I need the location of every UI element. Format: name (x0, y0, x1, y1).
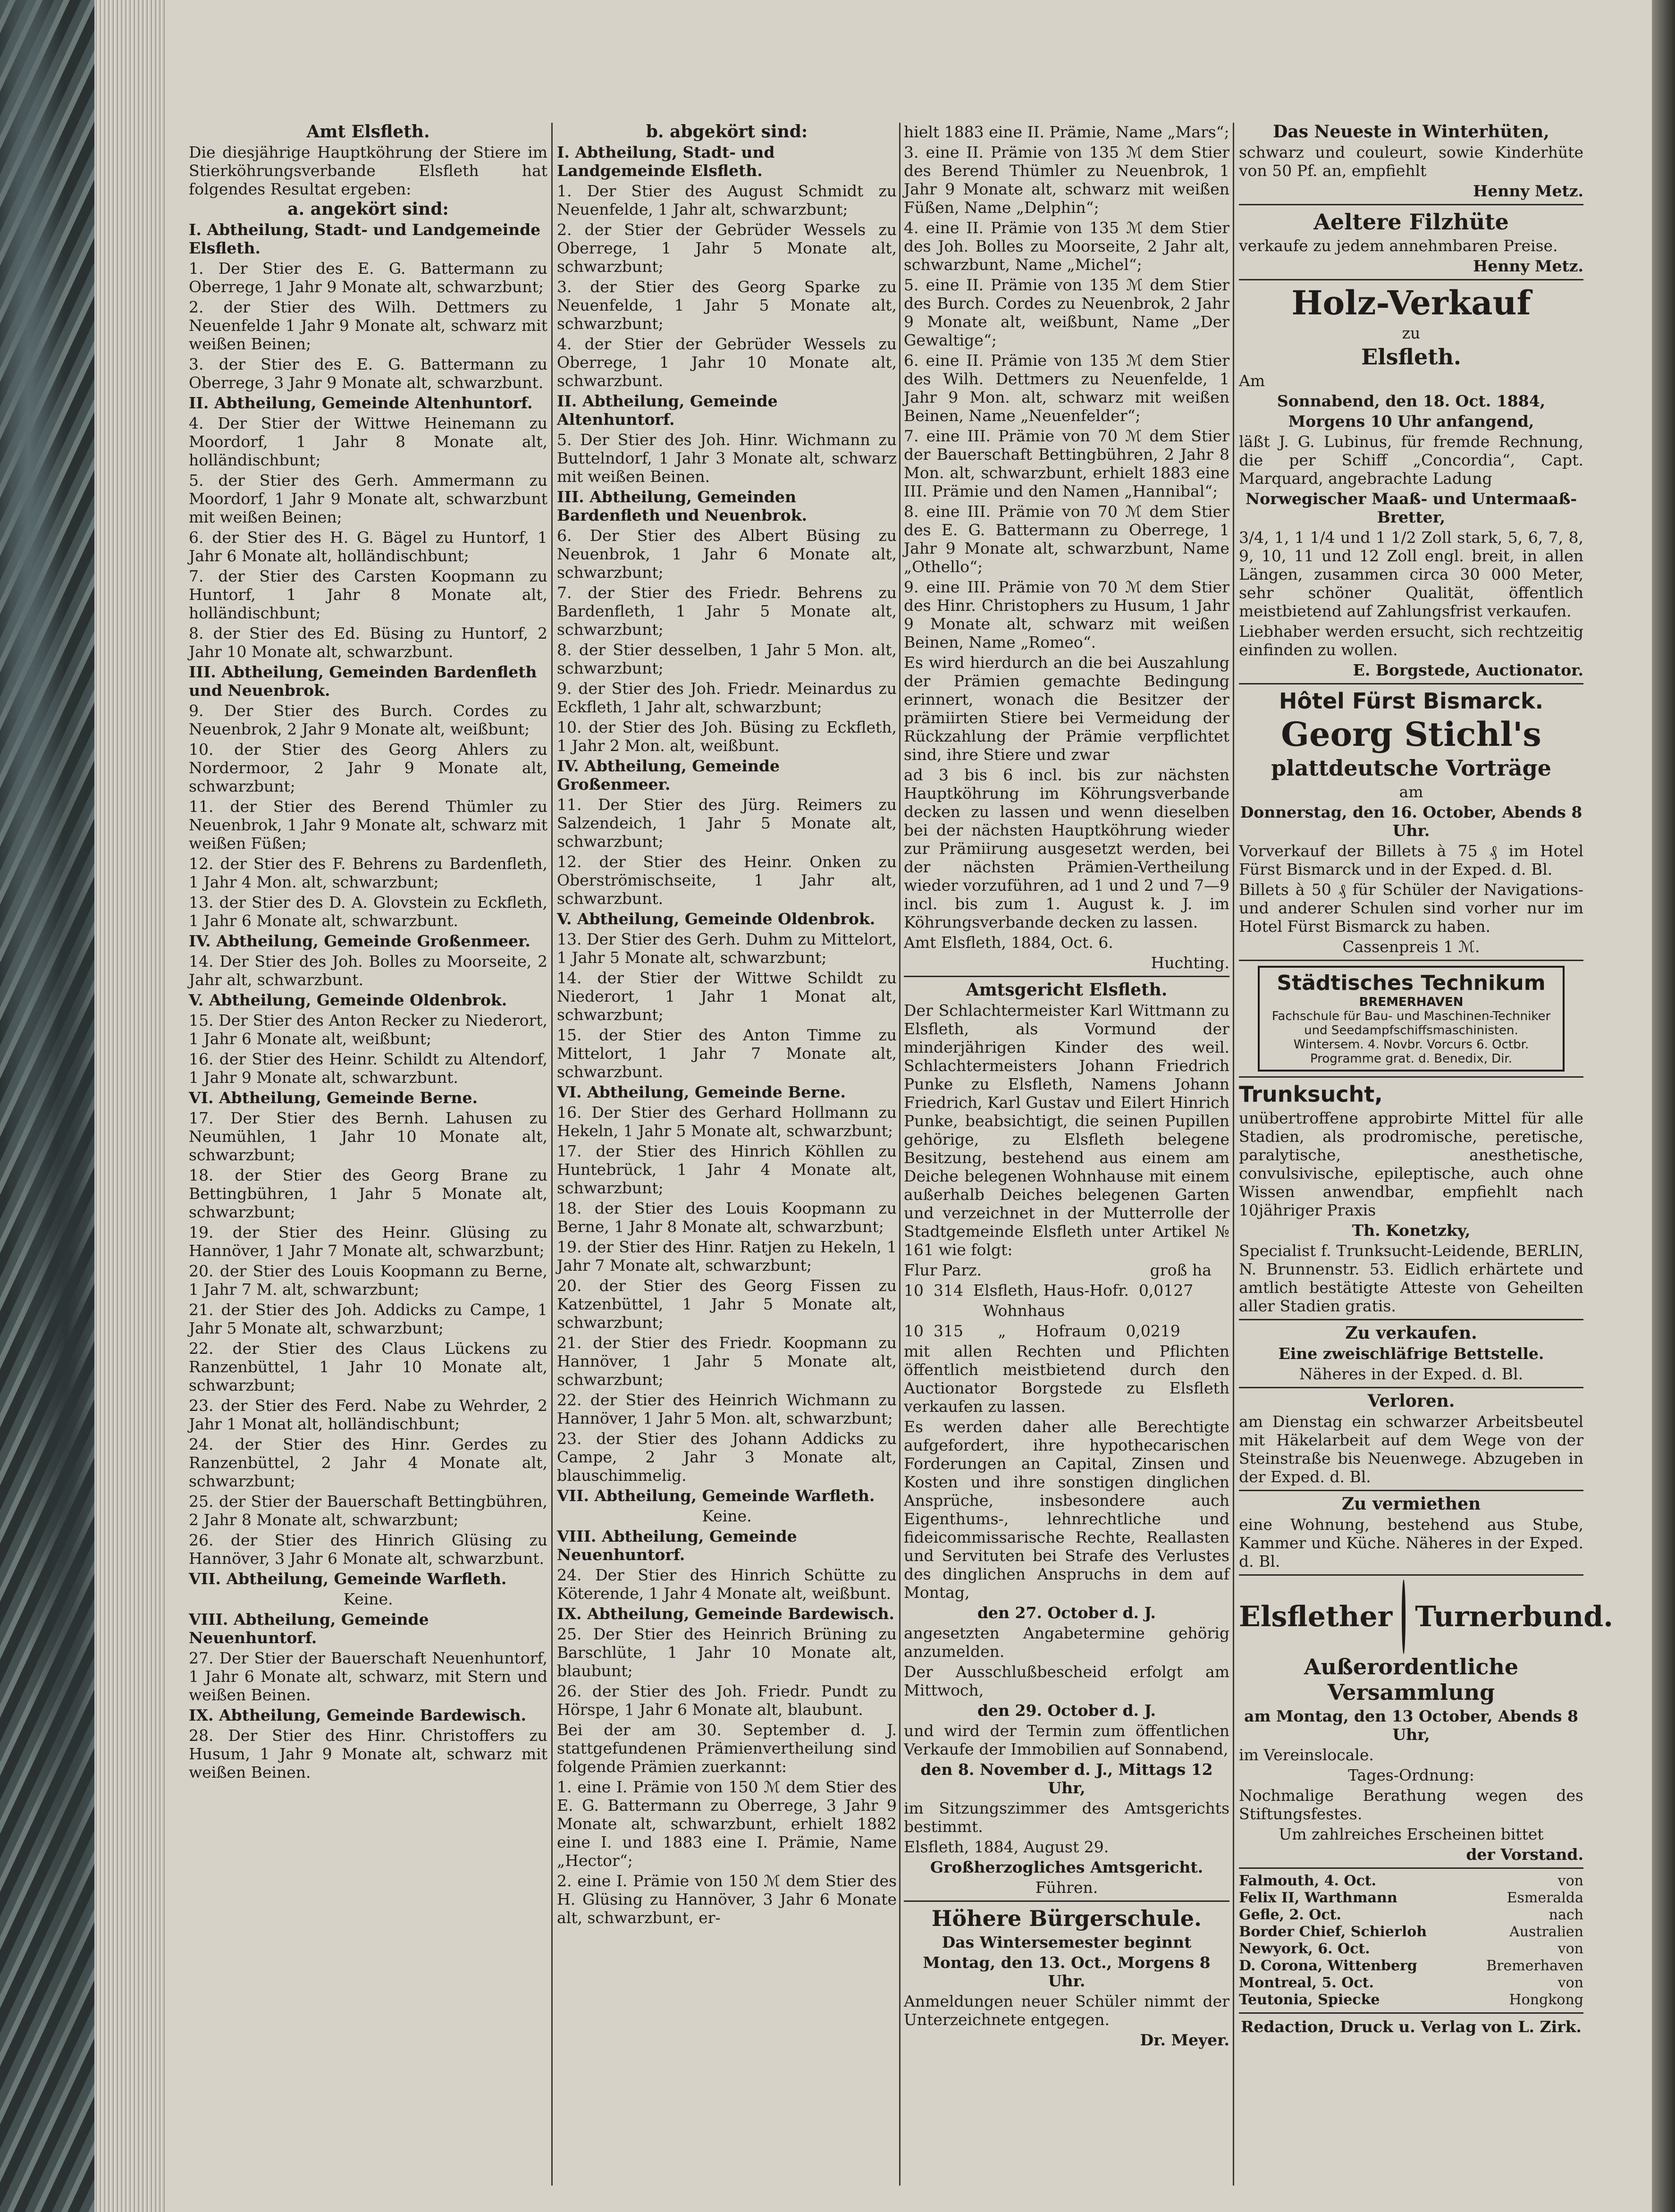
column-2 (557, 123, 897, 2186)
small-text: Am (1239, 371, 1265, 390)
division-heading: VIII. Abtheilung, Gemeinde Neuenhuntorf. (557, 1527, 797, 1564)
ad-title: Aeltere Filzhüte (1313, 209, 1509, 235)
shipping-row (1239, 1873, 1583, 1890)
ad-title: Hôtel Fürst Bismarck. (1279, 688, 1544, 714)
division-heading: IV. Abtheilung, Gemeinde Großenmeer. (557, 757, 780, 794)
list-item: 7. eine III. Prämie von 70 ℳ dem Stier der Bauerschaft Bettingbühren, 2 Jahr 8 Mon. alt, schwarzbunt, erhielt 1883 eine III. Prämie und den Namen „Hannibal“; (904, 427, 1229, 500)
paragraph: und wird der Termin zum öffentlichen Verkaufe der Immobilien auf Sonnabend, (904, 1722, 1229, 1758)
small-text: Tages-Ordnung: (1348, 1766, 1474, 1784)
section-title: Amt Elsfleth. (306, 122, 430, 142)
list-item: 1. Der Stier des August Schmidt zu Neuenfelde, 1 Jahr alt, schwarzbunt; (557, 182, 897, 219)
divider (1239, 1574, 1583, 1576)
date: den 27. October d. J. (977, 1604, 1156, 1622)
imprint: Redaction, Druck u. Verlag von L. Zirk. (1241, 2018, 1582, 2036)
parcel-table (904, 1281, 1229, 1340)
divider (1239, 1490, 1583, 1491)
ship-entry: Felix II, Warthmann (1239, 1890, 1397, 1906)
turnerbund-header (1239, 1579, 1614, 1654)
ship-route: Esmeralda (1507, 1890, 1583, 1906)
paragraph: verkaufe zu jedem annehmbaren Preise. (1239, 236, 1558, 255)
list-item: 14. Der Stier des Joh. Bolles zu Moorseite, 2 Jahr alt, schwarzbunt. (189, 952, 547, 989)
entry-list (189, 414, 547, 661)
signature-name: Huchting. (1151, 954, 1229, 972)
list-item: 16. der Stier des Heinr. Schildt zu Altendorf, 1 Jahr 9 Monate alt, schwarzbunt. (189, 1050, 547, 1087)
technikum-ad (1258, 966, 1565, 1072)
subheading: a. angekört sind: (287, 199, 449, 219)
list-item: 1. eine I. Prämie von 150 ℳ dem Stier des E. G. Battermann zu Oberrege, 3 Jahr 9 Monate alt, schwarzbunt, erhielt 1882 eine I. und 1883 eine I. Prämie, Name „Hector“; (557, 1778, 897, 1870)
ship-route: nach (1549, 1907, 1583, 1923)
list-item: 6. Der Stier des Albert Büsing zu Neuenbrok, 1 Jahr 6 Monate alt, schwarzbunt; (557, 526, 897, 582)
turner-left-label: Elsflether (1239, 1600, 1393, 1633)
paragraph: angesetzten Angabetermine gehörig anzumelden. (904, 1624, 1229, 1661)
entry-list (557, 795, 897, 908)
division-heading: V. Abtheilung, Gemeinde Oldenbrok. (557, 910, 875, 928)
signature-name: Führen. (1035, 1878, 1098, 1897)
column-3 (904, 123, 1229, 2186)
signature-place: Amt Elsfleth, 1884, Oct. 6. (904, 933, 1113, 952)
entry-list (904, 123, 1229, 651)
ad-title: Zu verkaufen. (1345, 1323, 1477, 1343)
paragraph: eine Wohnung, bestehend aus Stube, Kammer und Küche. Näheres in der Exped. d. Bl. (1239, 1515, 1583, 1570)
list-item: 12. der Stier des Heinr. Onken zu Oberströmischseite, 1 Jahr alt, schwarzbunt. (557, 853, 897, 908)
shipping-row (1239, 1975, 1583, 1992)
list-item: 21. der Stier des Friedr. Koopmann zu Hannöver, 1 Jahr 5 Monate alt, schwarzbunt; (557, 1334, 897, 1389)
ad-title: Georg Stichl's (1281, 715, 1541, 754)
paragraph: ad 3 bis 6 incl. bis zur nächsten Hauptköhrung im Köhrungsverbande decken zu lassen und wenn dieselben bei der nächsten Hauptköhrung wieder zur Prämiirung ausgesetzt werden, bei der nächsten Prämien-Vertheilung wieder vorzuführen, ad 1 und 2 und 7—9 incl. bis zum 1. August k. J. im Köhrungsverbande decken zu lassen. (904, 766, 1229, 931)
entry-list (189, 1011, 547, 1087)
list-item: 10 315 „ Hofraum 0,0219 (904, 1322, 1180, 1340)
divider (1239, 2012, 1583, 2014)
turnerbund-emblem-icon (1402, 1579, 1406, 1654)
list-item: 18. der Stier des Georg Brane zu Bettingbühren, 1 Jahr 5 Monate alt, schwarzbunt; (189, 1166, 547, 1221)
list-item: 9. Der Stier des Burch. Cordes zu Neuenbrok, 2 Jahr 9 Monate alt, weißbunt; (189, 701, 547, 738)
entry-list (557, 182, 897, 390)
paragraph: 3/4, 1, 1 1/4 und 1 1/2 Zoll stark, 5, 6, 7, 8, 9, 10, 11 und 12 Zoll engl. breit, in allen Längen, zusammen circa 30 000 Meter, sehr schöner Qualität, öffentlich meistbietend auf Zahlungsfrist verkaufen. (1239, 528, 1583, 620)
list-item: 13. der Stier des D. A. Glovstein zu Eckfleth, 1 Jahr 6 Monate alt, schwarzbunt. (189, 893, 547, 930)
paragraph: Bei der am 30. September d. J. stattgefundenen Prämienvertheilung sind folgende Prämien zuerkannt: (557, 1721, 897, 1776)
entry-list (557, 1778, 897, 1927)
list-item: 25. Der Stier des Heinrich Brüning zu Barschlüte, 1 Jahr 10 Monate alt, blaubunt; (557, 1625, 897, 1680)
division-heading: VI. Abtheilung, Gemeinde Berne. (189, 1089, 478, 1107)
entry-list (189, 1649, 547, 1704)
entry-list (189, 259, 547, 392)
divider (1239, 1867, 1583, 1869)
list-item: 8. eine III. Prämie von 70 ℳ dem Stier des E. G. Battermann zu Oberrege, 1 Jahr 9 Monate alt, schwarzbunt, Name „Othello“; (904, 502, 1229, 576)
list-item: 13. Der Stier des Gerh. Duhm zu Mittelort, 1 Jahr 5 Monate alt, schwarzbunt; (557, 930, 897, 967)
ship-route: Australien (1509, 1924, 1583, 1940)
ship-route: Bremerhaven (1486, 1958, 1583, 1974)
list-item: 6. der Stier des H. G. Bägel zu Huntorf, 1 Jahr 6 Monate alt, holländischbunt; (189, 528, 547, 565)
entry-list (557, 1103, 897, 1485)
divider (1239, 683, 1583, 684)
date: Morgens 10 Uhr anfangend, (1288, 412, 1534, 431)
shipping-row (1239, 1992, 1583, 2009)
paragraph: läßt J. G. Lubinus, für fremde Rechnung, die per Schiff „Concordia“, Capt. Marquard, angebrachte Ladung (1239, 432, 1583, 488)
list-item: 7. der Stier des Carsten Koopmann zu Huntorf, 1 Jahr 8 Monate alt, holländischbunt; (189, 567, 547, 622)
list-item: 19. der Stier des Hinr. Ratjen zu Hekeln, 1 Jahr 7 Monate alt, schwarzbunt; (557, 1238, 897, 1275)
ship-entry: Teutonia, Spiecke (1239, 1992, 1380, 2008)
paragraph: Liebhaber werden ersucht, sich rechtzeitig einfinden zu wollen. (1239, 622, 1583, 659)
date: den 8. November d. J., Mittags 12 Uhr, (920, 1760, 1213, 1797)
column-rule (1233, 123, 1234, 2186)
paragraph: unübertroffene approbirte Mittel für alle Stadien, als prodromische, peretische, paralytische, anesthetische, convulsivische, epileptische, auch ohne Wissen anwendbar, empfiehlt nach 10jähriger Praxis (1239, 1109, 1583, 1219)
ship-entry: Gefle, 2. Oct. (1239, 1907, 1341, 1923)
date: den 29. October d. J. (977, 1701, 1156, 1720)
entry-list (189, 1726, 547, 1781)
city: BREMERHAVEN (1359, 995, 1464, 1009)
paragraph: Der Schlachtermeister Karl Wittmann zu Elsfleth, als Vormund der minderjährigen Kinder des weil. Schlachtermeisters Johann Friedrich Punke zu Elsfleth, Namens Johann Friedrich, Karl Gustav und Eilert Hinrich Punke, beabsichtigt, die seinen Pupillen gehörige, zu Elsfleth belegene Besitzung, bestehend aus einem am Deiche belegenen Wohnhause mit einem außerhalb Deiches belegenen Garten und verzeichnet in der Mutterrolle der Stadtgemeinde Elsfleth unter Artikel № 161 wie folgt: (904, 1001, 1229, 1259)
ship-entry: D. Corona, Wittenberg (1239, 1958, 1417, 1974)
list-item: 9. eine III. Prämie von 70 ℳ dem Stier des Hinr. Christophers zu Husum, 1 Jahr 9 Monate alt, schwarz mit weißen Beinen, Name „Romeo“. (904, 578, 1229, 651)
entry-list (557, 1507, 897, 1525)
list-item: 22. der Stier des Heinrich Wichmann zu Hannöver, 1 Jahr 5 Mon. alt, schwarzbunt; (557, 1391, 897, 1427)
ad-title: Das Neueste in Winterhüten, (1273, 122, 1549, 142)
list-item: 18. der Stier des Louis Koopmann zu Berne, 1 Jahr 8 Monate alt, schwarzbunt; (557, 1199, 897, 1236)
signature-name: Dr. Meyer. (1140, 2031, 1229, 2049)
ad-title: Städtisches Technikum (1277, 971, 1546, 995)
list-item: Keine. (702, 1507, 752, 1525)
authority: Großherzogliches Amtsgericht. (930, 1858, 1204, 1876)
list-item: 10 314 Elsfleth, Haus-Hofr. 0,0127 (904, 1281, 1194, 1300)
list-item: 11. Der Stier des Jürg. Reimers zu Salzendeich, 1 Jahr 5 Monate alt, schwarzbunt; (557, 795, 897, 851)
list-item: 3. der Stier des Georg Sparke zu Neuenfelde, 1 Jahr 5 Monate alt, schwarzbunt; (557, 278, 897, 333)
list-item: 4. der Stier der Gebrüder Wessels zu Oberrege, 1 Jahr 10 Monate alt, schwarzbunt. (557, 335, 897, 390)
column-rule (551, 123, 553, 2186)
list-item: 8. der Stier desselben, 1 Jahr 5 Mon. alt, schwarzbunt; (557, 641, 897, 677)
divider (904, 1900, 1229, 1902)
paragraph: Es wird hierdurch an die bei Auszahlung der Prämien gemachte Bedingung erinnert, wonach die Besitzer der prämiirten Stiere bei Vermeidung der Rückzahlung der Prämie verpflichtet sind, ihre Stiere und zwar (904, 653, 1229, 764)
list-item: 19. der Stier des Heinr. Glüsing zu Hannöver, 1 Jahr 7 Monate alt, schwarzbunt; (189, 1223, 547, 1260)
ad-title: Außerordentliche Versammlung (1304, 1654, 1519, 1705)
small-text: Fachschule für Bau- und Maschinen-Techniker und Seedampfschiffsmaschinisten. (1271, 1009, 1551, 1038)
list-item: 28. Der Stier des Hinr. Christoffers zu Husum, 1 Jahr 9 Monate alt, schwarz mit weißen Beinen. (189, 1726, 547, 1781)
paragraph: Um zahlreiches Erscheinen bittet (1279, 1825, 1544, 1843)
book-page-edges (94, 0, 165, 2212)
turner-right-label: Turnerbund. (1415, 1600, 1614, 1633)
entry-list (557, 1566, 897, 1603)
division-heading: III. Abtheilung, Gemeinden Bardenfleth und Neuenbrok. (189, 663, 537, 700)
paragraph: im Vereinslocale. (1239, 1746, 1374, 1764)
list-item: 9. der Stier des Joh. Friedr. Meinardus zu Eckfleth, 1 Jahr alt, schwarzbunt; (557, 679, 897, 716)
list-item: 3. der Stier des E. G. Battermann zu Oberrege, 3 Jahr 9 Monate alt, schwarzbunt. (189, 355, 547, 392)
list-item: 26. der Stier des Joh. Friedr. Pundt zu Hörspe, 1 Jahr 6 Monate alt, blaubunt. (557, 1682, 897, 1719)
shipping-row (1239, 1907, 1583, 1924)
divider (1239, 279, 1583, 280)
list-item: 14. der Stier der Wittwe Schildt zu Niederort, 1 Jahr 1 Monat alt, schwarzbunt; (557, 969, 897, 1024)
list-item: 23. der Stier des Johann Addicks zu Campe, 2 Jahr 3 Monate alt, blauschimmelig. (557, 1429, 897, 1485)
list-item: 8. der Stier des Ed. Büsing zu Huntorf, 2 Jahr 10 Monate alt, schwarzbunt. (189, 624, 547, 661)
list-item: Wohnhaus (904, 1301, 1065, 1320)
division-heading: IX. Abtheilung, Gemeinde Bardewisch. (189, 1706, 527, 1724)
ship-entry: Montreal, 5. Oct. (1239, 1975, 1374, 1991)
list-item: 10. der Stier des Joh. Büsing zu Eckfleth, 1 Jahr 2 Mon. alt, weißbunt. (557, 718, 897, 755)
divider (1239, 1387, 1583, 1388)
list-item: 15. der Stier des Anton Timme zu Mittelort, 1 Jahr 7 Monate alt, schwarzbunt. (557, 1026, 897, 1081)
list-item: 5. Der Stier des Joh. Hinr. Wichmann zu Buttelndorf, 1 Jahr 3 Monate alt, schwarz mit weißen Beinen. (557, 431, 897, 486)
ad-title: Holz-Verkauf (1291, 283, 1531, 322)
paragraph: Anmeldungen neuer Schüler nimmt der Unterzeichnete entgegen. (904, 1992, 1229, 2029)
small-text: Programme grat. d. Benedix, Dir. (1310, 1052, 1512, 1066)
division-heading: VIII. Abtheilung, Gemeinde Neuenhuntorf. (189, 1610, 429, 1647)
shipping-row (1239, 1924, 1583, 1941)
list-item: 24. der Stier des Hinr. Gerdes zu Ranzenbüttel, 2 Jahr 4 Monate alt, schwarzbunt; (189, 1435, 547, 1490)
book-gutter-right (1652, 0, 1675, 2212)
small-text: Wintersem. 4. Novbr. Vorcurs 6. Octbr. (1293, 1038, 1529, 1052)
section-title: Amtsgericht Elsfleth. (966, 980, 1168, 1000)
divider (1239, 204, 1583, 205)
list-item: 27. Der Stier der Bauerschaft Neuenhuntorf, 1 Jahr 6 Monate alt, schwarz, mit Stern und weißen Beinen. (189, 1649, 547, 1704)
entry-list (557, 1625, 897, 1719)
list-item: 4. eine II. Prämie von 135 ℳ dem Stier des Joh. Bolles zu Moorseite, 2 Jahr alt, schwarzbunt, Name „Michel“; (904, 219, 1229, 274)
ship-route: von (1557, 1941, 1583, 1957)
date: am Montag, den 13 October, Abends 8 Uhr, (1244, 1707, 1578, 1744)
list-item: 17. Der Stier des Bernh. Lahusen zu Neumühlen, 1 Jahr 10 Monate alt, schwarzbunt; (189, 1109, 547, 1164)
entry-list (189, 1109, 547, 1568)
division-heading: VI. Abtheilung, Gemeinde Berne. (557, 1083, 846, 1101)
list-item: hielt 1883 eine II. Prämie, Name „Mars“; (904, 123, 1229, 141)
list-item: 15. Der Stier des Anton Recker zu Niederort, 1 Jahr 6 Monate alt, weißbunt; (189, 1011, 547, 1048)
list-item: 6. eine II. Prämie von 135 ℳ dem Stier des Wilh. Dettmers zu Neuenfelde, 1 Jahr 9 Mon. alt, schwarz mit weißen Beinen, Name „Neuenfelder“; (904, 351, 1229, 425)
list-item: 2. der Stier der Gebrüder Wessels zu Oberrege, 1 Jahr 5 Monate alt, schwarzbunt; (557, 220, 897, 276)
entry-list (189, 952, 547, 989)
division-heading: IX. Abtheilung, Gemeinde Bardewisch. (557, 1604, 895, 1623)
paragraph: Die diesjährige Hauptköhrung der Stiere im Stierköhrungsverbande Elsfleth hat folgendes Resultat ergeben: (189, 143, 547, 198)
paragraph: Cassenpreis 1 ℳ. (1342, 937, 1480, 956)
division-heading: VII. Abtheilung, Gemeinde Warfleth. (557, 1486, 875, 1505)
list-item: 25. der Stier der Bauerschaft Bettingbühren, 2 Jahr 8 Monate alt, schwarzbunt; (189, 1492, 547, 1529)
list-item: 24. Der Stier des Hinrich Schütte zu Köterende, 1 Jahr 4 Monate alt, weißbunt. (557, 1566, 897, 1603)
paragraph: Specialist f. Trunksucht-Leidende, BERLIN, N. Brunnenstr. 53. Eidlich erhärtete und amtlich bestätigte Atteste von Geheilten aller Stadien gratis. (1239, 1241, 1583, 1315)
signature-name: Th. Konetzky, (1352, 1221, 1471, 1240)
entry-list (189, 701, 547, 930)
paragraph: Eine zweischläfrige Bettstelle. (1278, 1344, 1544, 1363)
entry-list (557, 431, 897, 486)
paragraph: Das Wintersemester beginnt (942, 1933, 1192, 1951)
paragraph: mit allen Rechten und Pflichten öffentlich meistbietend durch den Auctionator Borgstede zu Elsfleth verkaufen zu lassen. (904, 1342, 1229, 1416)
list-item: 17. der Stier des Hinrich Köhllen zu Huntebrück, 1 Jahr 4 Monate alt, schwarzbunt; (557, 1142, 897, 1197)
entry-list (557, 526, 897, 755)
ship-entry: Newyork, 6. Oct. (1239, 1941, 1370, 1957)
paragraph: schwarz und couleurt, sowie Kinderhüte von 50 Pf. an, empfiehlt (1239, 143, 1583, 180)
list-item: 5. der Stier des Gerh. Ammermann zu Moordorf, 1 Jahr 9 Monate alt, schwarzbunt mit weißen Beinen; (189, 471, 547, 526)
paragraph: Näheres in der Exped. d. Bl. (1299, 1365, 1523, 1383)
paragraph: am Dienstag ein schwarzer Arbeitsbeutel mit Häkelarbeit auf dem Wege von der Steinstraße bis Neuenwege. Abzugeben in der Exped. d. Bl. (1239, 1412, 1583, 1486)
table-header: Flur Parz. groß ha (904, 1261, 1212, 1279)
list-item: 20. der Stier des Georg Fissen zu Katzenbüttel, 1 Jahr 5 Monate alt, schwarzbunt; (557, 1276, 897, 1332)
list-item: 7. der Stier des Friedr. Behrens zu Bardenfleth, 1 Jahr 5 Monate alt, schwarzbunt; (557, 583, 897, 639)
ship-entry: Falmouth, 4. Oct. (1239, 1873, 1377, 1889)
list-item: 23. der Stier des Ferd. Nabe zu Wehrder, 2 Jahr 1 Monat alt, holländischbunt; (189, 1396, 547, 1433)
division-heading: IV. Abtheilung, Gemeinde Großenmeer. (189, 932, 530, 950)
book-cover-marbled-edge (0, 0, 94, 2212)
division-heading: V. Abtheilung, Gemeinde Oldenbrok. (189, 991, 507, 1009)
school-title: Höhere Bürgerschule. (931, 1906, 1202, 1931)
shipping-row (1239, 1890, 1583, 1907)
divider (1239, 1319, 1583, 1320)
paragraph: Es werden daher alle Berechtigte aufgefordert, ihre hypothecarischen Forderungen an Capital, Zinsen und Kosten und ihre sonstigen dinglichen Ansprüche, insbesondere auch Eigenthums-, lehnrechtliche und fideicommissarische Rechte, Reallasten und Servituten bei Strafe des Verlustes des dinglichen Anspruchs in dem auf Montag, (904, 1418, 1229, 1602)
ship-route: von (1557, 1975, 1583, 1991)
shipping-news (1239, 1873, 1583, 2009)
divider (1239, 960, 1583, 961)
ad-subtitle: Norwegischer Maaß- und Untermaaß-Bretter, (1245, 490, 1577, 526)
paragraph: Billets à 50 ₰ für Schüler der Navigations- und anderer Schulen sind vorher nur im Hotel Fürst Bismarck zu haben. (1239, 880, 1583, 936)
list-item: 3. eine II. Prämie von 135 ℳ dem Stier des Berend Thümler zu Neuenbrok, 1 Jahr 9 Monate alt, schwarz mit weißen Füßen, Name „Delphin“; (904, 143, 1229, 217)
division-heading: I. Abtheilung, Stadt- und Landgemeinde Elsfleth. (557, 143, 775, 180)
subheading: b. abgekört sind: (646, 122, 808, 142)
paragraph: Der Ausschlußbescheid erfolgt am Mittwoch, (904, 1663, 1229, 1699)
list-item: 16. Der Stier des Gerhard Hollmann zu Hekeln, 1 Jahr 5 Monate alt, schwarzbunt; (557, 1103, 897, 1140)
list-item: 1. Der Stier des E. G. Battermann zu Oberrege, 1 Jahr 9 Monate alt, schwarzbunt; (189, 259, 547, 296)
place-name: Elsfleth. (1361, 344, 1461, 370)
list-item: 10. der Stier des Georg Ahlers zu Nordermoor, 2 Jahr 9 Monate alt, schwarzbunt; (189, 740, 547, 795)
column-4 (1239, 122, 1614, 2186)
small-text: am (1399, 783, 1423, 801)
division-heading: II. Abtheilung, Gemeinde Altenhuntorf. (557, 392, 778, 429)
entry-list (189, 1590, 547, 1608)
paragraph: im Sitzungszimmer des Amtsgerichts bestimmt. (904, 1799, 1229, 1836)
division-heading: I. Abtheilung, Stadt- und Landgemeinde Elsfleth. (189, 220, 541, 257)
date: Sonnabend, den 18. Oct. 1884, (1277, 392, 1546, 410)
column-rule (899, 123, 901, 2186)
list-item: 2. der Stier des Wilh. Dettmers zu Neuenfelde 1 Jahr 9 Monate alt, schwarz mit weißen Beinen; (189, 298, 547, 353)
list-item: 12. der Stier des F. Behrens zu Bardenfleth, 1 Jahr 4 Mon. alt, schwarzbunt; (189, 854, 547, 891)
list-item: 21. der Stier des Joh. Addicks zu Campe, 1 Jahr 5 Monate alt, schwarzbunt; (189, 1300, 547, 1337)
ship-route: von (1557, 1873, 1583, 1889)
list-item: 20. der Stier des Louis Koopmann zu Berne, 1 Jahr 7 M. alt, schwarzbunt; (189, 1262, 547, 1299)
paragraph: Vorverkauf der Billets à 75 ₰ im Hotel Fürst Bismarck und in der Exped. d. Bl. (1239, 842, 1583, 878)
division-heading: II. Abtheilung, Gemeinde Altenhuntorf. (189, 394, 533, 412)
list-item: 2. eine I. Prämie von 150 ℳ dem Stier des H. Glüsing zu Hannöver, 3 Jahr 6 Monate alt, schwarzbunt, er- (557, 1872, 897, 1927)
ad-subtitle: plattdeutsche Vorträge (1271, 755, 1551, 781)
list-item: 5. eine II. Prämie von 135 ℳ dem Stier des Burch. Cordes zu Neuenbrok, 2 Jahr 9 Monate alt, weißbunt, Name „Der Gewaltige“; (904, 276, 1229, 349)
divider (904, 976, 1229, 977)
division-heading: III. Abtheilung, Gemeinden Bardenfleth und Neuenbrok. (557, 488, 807, 524)
ad-title: Trunksucht, (1239, 1081, 1383, 1107)
list-item: 22. der Stier des Claus Lückens zu Ranzenbüttel, 1 Jahr 10 Monate alt, schwarzbunt; (189, 1339, 547, 1394)
ad-title: Verloren. (1367, 1391, 1455, 1411)
signature-name: E. Borgstede, Auctionator. (1353, 661, 1583, 679)
list-item: 26. der Stier des Hinrich Glüsing zu Hannöver, 3 Jahr 6 Monate alt, schwarzbunt. (189, 1531, 547, 1568)
list-item: 4. Der Stier der Wittwe Heinemann zu Moordorf, 1 Jahr 8 Monate alt, holländischbunt; (189, 414, 547, 469)
shipping-row (1239, 1958, 1583, 1975)
ad-title: Zu vermiethen (1341, 1494, 1481, 1514)
division-heading: VII. Abtheilung, Gemeinde Warfleth. (189, 1570, 507, 1588)
ship-route: Hongkong (1509, 1992, 1583, 2008)
signature-place: Elsfleth, 1884, August 29. (904, 1838, 1109, 1856)
paragraph: Nochmalige Berathung wegen des Stiftungsfestes. (1239, 1786, 1583, 1823)
divider (1239, 1076, 1583, 1078)
small-text: zu (1402, 324, 1421, 342)
signature-name: Henny Metz. (1473, 182, 1583, 200)
list-item: 11. der Stier des Berend Thümler zu Neuenbrok, 1 Jahr 9 Monate alt, schwarz mit weißen Füßen; (189, 797, 547, 853)
date: Donnerstag, den 16. October, Abends 8 Uhr. (1240, 803, 1582, 840)
shipping-row (1239, 1941, 1583, 1958)
date: Montag, den 13. Oct., Morgens 8 Uhr. (923, 1953, 1211, 1990)
list-item: Keine. (343, 1590, 393, 1608)
ship-entry: Border Chief, Schierloh (1239, 1924, 1427, 1940)
signature-name: der Vorstand. (1466, 1845, 1583, 1864)
entry-list (557, 930, 897, 1081)
column-1 (189, 123, 547, 2186)
signature-name: Henny Metz. (1473, 257, 1583, 275)
